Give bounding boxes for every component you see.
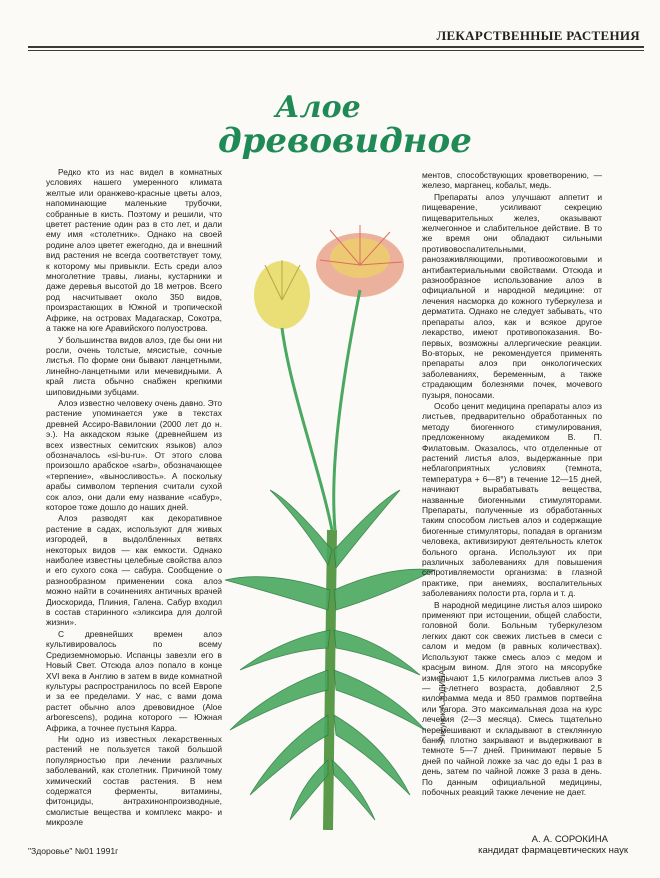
author-position: кандидат фармацевтических наук [478, 845, 628, 856]
flower-stalk [334, 290, 360, 530]
author-name: А. А. СОРОКИНА [531, 834, 608, 845]
paragraph: Алоэ известно человеку очень давно. Это растение упоминается уже в текстах древней Ассиро-Вавилонии (2000 лет до н. э.). На аккадском языке (древнейшем из всех известных семитских языков) алоэ обозначалось «si-bu-ru». От этого слова произошло арабское «sarb», обозначающее «терпение», «выносливость». А поскольку арабы символом терпения считали сухой сок алоэ, они дали ему название «сабур», которое тоже дошло до наших дней. [46, 397, 222, 512]
header-rule-thin [28, 50, 644, 51]
right-text-column [422, 170, 602, 798]
flower-stalk [282, 328, 332, 530]
title-line-2: древовидное [218, 120, 472, 161]
paragraph: В народной медицине листья алоэ широко применяют при истощении, общей слабости, головной боли. Больным туберкулезом легких дают сок свежих листьев в смеси с салом и медом (в равных количествах). Используют также смесь алоэ с медом и красным вином. Для этого на мясорубке измельчают 1,5 килограмма листьев алоэ 3 — 5-летнего возраста, добавляют 2,5 килограмма меда и 850 граммов портвейна или кагора. Это максимальная доза на курс лечения (2—3 месяца). Смесь тщательно перемешивают и складывают в стеклянную банку, плотно закрывают и выдерживают в темноте 5—7 дней. Принимают первые 5 дней по чайной ложке за час до еды 1 раз в день, затем по чайной ложке 3 раза в день. По данным официальной медицины, побочных реакций также лечение не дает. [422, 599, 602, 797]
paragraph: Особо ценит медицина препараты алоэ из листьев, предварительно обработанных по методу биогенного стимулирования, предложенному академиком В. П. Филатовым. Оказалось, что отделенные от растений листья алоэ, выдержанные при неблагоприятных условиях (темнота, температура + 6—8°) в течение 12—15 дней, начинают вырабатывать вещества, названные биогенными стимуляторами. Препараты, полученные из обработанных таким способом листьев алоэ и содержащие биогенные стимуляторы, попадая в организм человека, активизируют деятельность клеток больного органа. Используют их при различных заболеваниях для повышения сопротивляемости организма: в глазной практике, при анемиях, воспалительных заболеваниях полости рта, горла и т. д. [422, 400, 602, 599]
paragraph: ментов, способствующих кроветворению, — железо, марганец, кобальт, медь. [422, 170, 602, 191]
trunk [328, 530, 332, 830]
artist-credit: Рисунок А. ЮДИНА [438, 669, 447, 742]
paragraph: Ни одно из известных лекарственных растений не пользуется такой большой популярностью при лечении различных заболеваний, как столетник. Причиной тому химический состав растения. В нем содержатся ферменты, витамины, фитонциды, антрахинонпроизводные, смолистые вещества и комплекс макро- и микроэле [46, 733, 222, 828]
paragraph: Алоэ разводят как декоративное растение в садах, используют для живых изгородей, в выдолбленных ветвях некоторых видов — как емкости. Однако наиболее известны целебные свойства алоэ и его сухого сока — сабура. Сообщение о разнообразном применении сока алоэ можно найти в сочинениях античных врачей Диоскорида, Плиния, Галена. Сабур входил в состав старинного «эликсира для долгой жизни». [46, 513, 222, 628]
article-title [218, 90, 472, 161]
section-rubric: ЛЕКАРСТВЕННЫЕ РАСТЕНИЯ [436, 28, 640, 43]
flower-head-right [316, 225, 404, 297]
footer-source: "Здоровье" №01 1991г [28, 846, 119, 856]
paragraph: Редко кто из нас видел в комнатных условиях нашего умеренного климата желтые или оранжево-красные цветы алоэ, напоминающие маленькие трубочки, собранные в кисть. Поэтому и решили, что цветет растение один раз в сто лет, и дали ему имя «столетник». Однако на своей родине алоэ цветет ежегодно, да и внешний вид растения не всегда соответствует тому, к которому мы привыкли. Есть среди алоэ многолетние травы, лианы, кустарники и даже деревья высотой до 18 метров. Всего род насчитывает около 350 видов, произрастающих в Южной и тропической Африке, на островах Мадагаскар, Сокотра, а также на юге Аравийского полуострова. [46, 167, 222, 334]
title-line-1: Алое [275, 90, 361, 125]
author-signature [470, 834, 650, 856]
paragraph: Препараты алоэ улучшают аппетит и пищеварение, усиливают секрецию пищеварительных желез, оказывают желчегонное и слабительное действие. В то же время они обладают сильными противовоспалительными, ранозаживляющими, противоожоговыми и антибактериальными свойствами. Отсюда и разнообразное использование алоэ в официальной и народной медицине: от лечения насморка до кожного туберкулеза и дерматита. Однако не следует забывать, что препараты алоэ, как и всякое другое лекарство, имеют противопоказания. Во-первых, возможны аллергические реакции. Во-вторых, не рекомендуется применять препараты алоэ при онкологических заболеваниях, беременным, а также страдающим болезнями почек, мочевого пузыря, поносами. [422, 191, 602, 400]
left-text-column [46, 167, 222, 829]
paragraph: У большинства видов алоэ, где бы они ни росли, очень толстые, мясистые, сочные листья. По форме они бывают ланцетными, линейно-ланцетными или мечевидными. А край листа обычно снабжен крепкими шиповидными зубцами. [46, 334, 222, 397]
aloe-illustration [210, 170, 440, 830]
header-rule [28, 46, 644, 48]
flower-head-left [254, 260, 310, 329]
paragraph: С древнейших времен алоэ культивировалось по всему Средиземноморью. Испанцы завезли его в Новый Свет. Отсюда алоэ попало в конце XVI века в Англию в затем в виде комнатной культуры распространилось по всей Европе и за ее пределами. У нас, с вами дома растет обычно алоэ древовидное (Aloe arborescens), родина которого — Южная Африка, а точнее пустыня Карра. [46, 628, 222, 733]
